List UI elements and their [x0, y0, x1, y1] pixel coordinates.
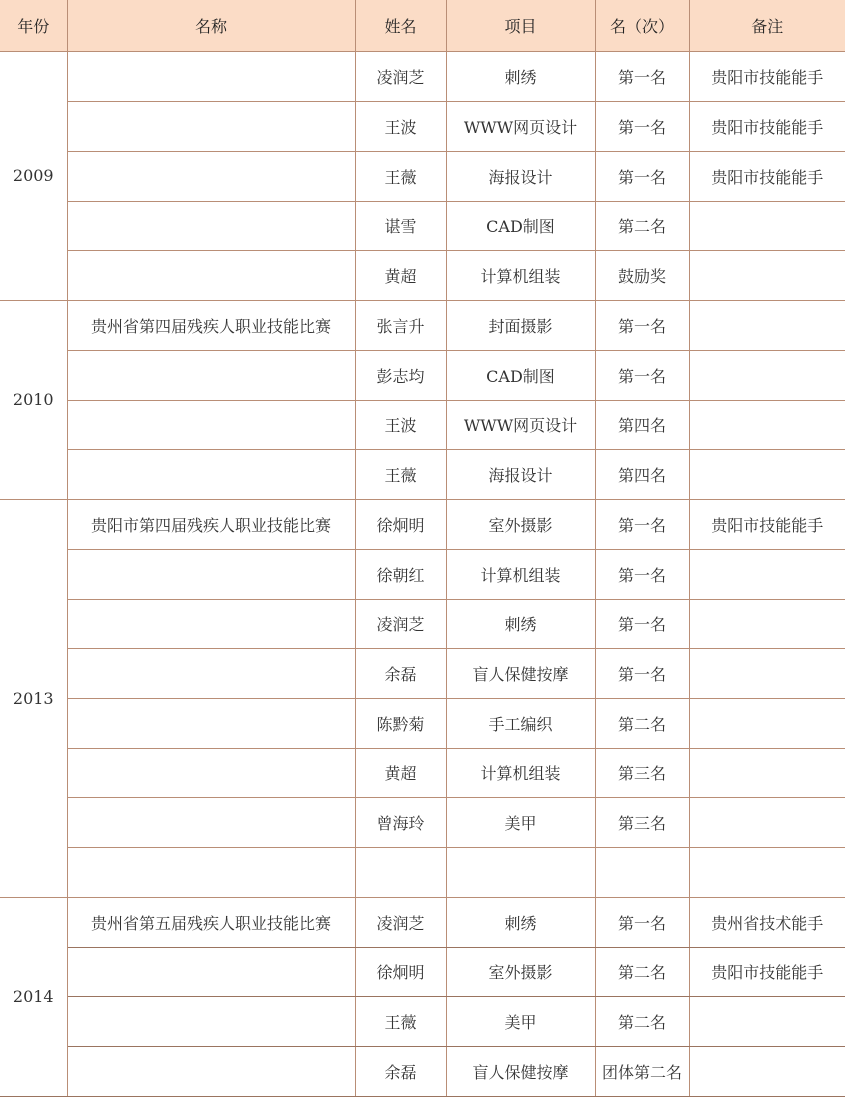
item-cell: 美甲: [446, 996, 595, 1046]
item-cell: 盲人保健按摩: [446, 1046, 595, 1096]
person-cell: 黄超: [355, 250, 446, 300]
competition-cell: [67, 748, 355, 797]
table-row: [0, 300, 845, 350]
competition-cell: [67, 698, 355, 748]
person-cell: 王薇: [355, 449, 446, 499]
rank-cell: 第一名: [595, 549, 689, 599]
item-cell: 手工编织: [446, 698, 595, 748]
table-row: [0, 897, 845, 947]
person-cell: 徐炯明: [355, 947, 446, 996]
person-cell: 张言升: [355, 300, 446, 350]
table-row: [0, 996, 845, 1046]
competition-cell: [67, 648, 355, 698]
note-cell: 贵阳市技能能手: [689, 101, 845, 151]
header-item: 项目: [446, 0, 595, 51]
note-cell: [689, 996, 845, 1046]
note-cell: [689, 847, 845, 897]
rank-cell: [595, 847, 689, 897]
item-cell: 室外摄影: [446, 499, 595, 549]
note-cell: [689, 449, 845, 499]
table-row: [0, 748, 845, 797]
item-cell: 美甲: [446, 797, 595, 847]
note-cell: [689, 400, 845, 449]
rank-cell: 第一名: [595, 897, 689, 947]
note-cell: 贵阳市技能能手: [689, 51, 845, 101]
header-note: 备注: [689, 0, 845, 51]
rank-cell: 团体第二名: [595, 1046, 689, 1096]
group-2013: [0, 499, 845, 897]
item-cell: 计算机组装: [446, 250, 595, 300]
rank-cell: 第三名: [595, 797, 689, 847]
item-cell: WWW网页设计: [446, 400, 595, 449]
note-cell: [689, 748, 845, 797]
competition-cell: [67, 151, 355, 201]
table-row: [0, 400, 845, 449]
item-cell: 刺绣: [446, 897, 595, 947]
rank-cell: 第二名: [595, 201, 689, 250]
table-row: [0, 201, 845, 250]
competition-cell: [67, 400, 355, 449]
item-cell: 计算机组装: [446, 748, 595, 797]
table-row: [0, 847, 845, 897]
person-cell: 王薇: [355, 151, 446, 201]
table-row: [0, 1046, 845, 1096]
item-cell: 室外摄影: [446, 947, 595, 996]
table-row: [0, 797, 845, 847]
table-row: [0, 947, 845, 996]
note-cell: [689, 350, 845, 400]
person-cell: 王薇: [355, 996, 446, 1046]
table-row: [0, 449, 845, 499]
person-cell: 凌润芝: [355, 897, 446, 947]
person-cell: 黄超: [355, 748, 446, 797]
rank-cell: 第二名: [595, 947, 689, 996]
group-2014: [0, 897, 845, 1096]
competition-cell: [67, 51, 355, 101]
table-row: [0, 499, 845, 549]
competition-cell: 贵阳市第四届残疾人职业技能比赛: [67, 499, 355, 549]
item-cell: 海报设计: [446, 449, 595, 499]
competition-cell: [67, 250, 355, 300]
person-cell: 曾海玲: [355, 797, 446, 847]
header-name: 名称: [67, 0, 355, 51]
rank-cell: 第一名: [595, 151, 689, 201]
competition-cell: [67, 599, 355, 648]
person-cell: 徐炯明: [355, 499, 446, 549]
note-cell: 贵阳市技能能手: [689, 151, 845, 201]
person-cell: 彭志均: [355, 350, 446, 400]
table-row: [0, 698, 845, 748]
competition-cell: [67, 996, 355, 1046]
rank-cell: 第三名: [595, 748, 689, 797]
item-cell: 盲人保健按摩: [446, 648, 595, 698]
year-cell: 2009: [0, 51, 67, 300]
person-cell: 余磊: [355, 648, 446, 698]
note-cell: 贵州省技术能手: [689, 897, 845, 947]
note-cell: [689, 250, 845, 300]
competition-cell: [67, 797, 355, 847]
note-cell: [689, 201, 845, 250]
competition-cell: 贵州省第四届残疾人职业技能比赛: [67, 300, 355, 350]
group-2010: [0, 300, 845, 499]
item-cell: CAD制图: [446, 350, 595, 400]
competition-cell: [67, 549, 355, 599]
person-cell: 徐朝红: [355, 549, 446, 599]
table-row: [0, 599, 845, 648]
table-row: [0, 549, 845, 599]
rank-cell: 第四名: [595, 449, 689, 499]
year-cell: 2014: [0, 897, 67, 1096]
competition-cell: [67, 350, 355, 400]
item-cell: 海报设计: [446, 151, 595, 201]
person-cell: 凌润芝: [355, 51, 446, 101]
note-cell: 贵阳市技能能手: [689, 499, 845, 549]
person-cell: 王波: [355, 101, 446, 151]
competition-cell: [67, 947, 355, 996]
rank-cell: 第一名: [595, 499, 689, 549]
person-cell: 凌润芝: [355, 599, 446, 648]
person-cell: 陈黔菊: [355, 698, 446, 748]
note-cell: [689, 549, 845, 599]
table-row: [0, 648, 845, 698]
item-cell: 封面摄影: [446, 300, 595, 350]
rank-cell: 第一名: [595, 51, 689, 101]
header-person: 姓名: [355, 0, 446, 51]
item-cell: 刺绣: [446, 51, 595, 101]
header-row: [0, 0, 845, 51]
table-row: [0, 250, 845, 300]
competition-cell: [67, 449, 355, 499]
note-cell: [689, 698, 845, 748]
competition-cell: [67, 847, 355, 897]
rank-cell: 第一名: [595, 648, 689, 698]
competition-cell: 贵州省第五届残疾人职业技能比赛: [67, 897, 355, 947]
table-row: [0, 51, 845, 101]
rank-cell: 鼓励奖: [595, 250, 689, 300]
note-cell: [689, 300, 845, 350]
item-cell: [446, 847, 595, 897]
item-cell: CAD制图: [446, 201, 595, 250]
competition-cell: [67, 1046, 355, 1096]
table-row: [0, 350, 845, 400]
rank-cell: 第一名: [595, 101, 689, 151]
item-cell: 刺绣: [446, 599, 595, 648]
year-cell: 2010: [0, 300, 67, 499]
competition-cell: [67, 201, 355, 250]
competition-cell: [67, 101, 355, 151]
rank-cell: 第二名: [595, 996, 689, 1046]
table-row: [0, 151, 845, 201]
note-cell: [689, 1046, 845, 1096]
header-rank: 名（次）: [595, 0, 689, 51]
group-2009: [0, 51, 845, 300]
person-cell: 谌雪: [355, 201, 446, 250]
rank-cell: 第二名: [595, 698, 689, 748]
table-row: [0, 101, 845, 151]
item-cell: 计算机组装: [446, 549, 595, 599]
person-cell: 余磊: [355, 1046, 446, 1096]
rank-cell: 第一名: [595, 350, 689, 400]
rank-cell: 第一名: [595, 599, 689, 648]
note-cell: 贵阳市技能能手: [689, 947, 845, 996]
note-cell: [689, 599, 845, 648]
item-cell: WWW网页设计: [446, 101, 595, 151]
person-cell: [355, 847, 446, 897]
note-cell: [689, 648, 845, 698]
header-year: 年份: [0, 0, 67, 51]
rank-cell: 第四名: [595, 400, 689, 449]
person-cell: 王波: [355, 400, 446, 449]
rank-cell: 第一名: [595, 300, 689, 350]
year-cell: 2013: [0, 499, 67, 897]
note-cell: [689, 797, 845, 847]
